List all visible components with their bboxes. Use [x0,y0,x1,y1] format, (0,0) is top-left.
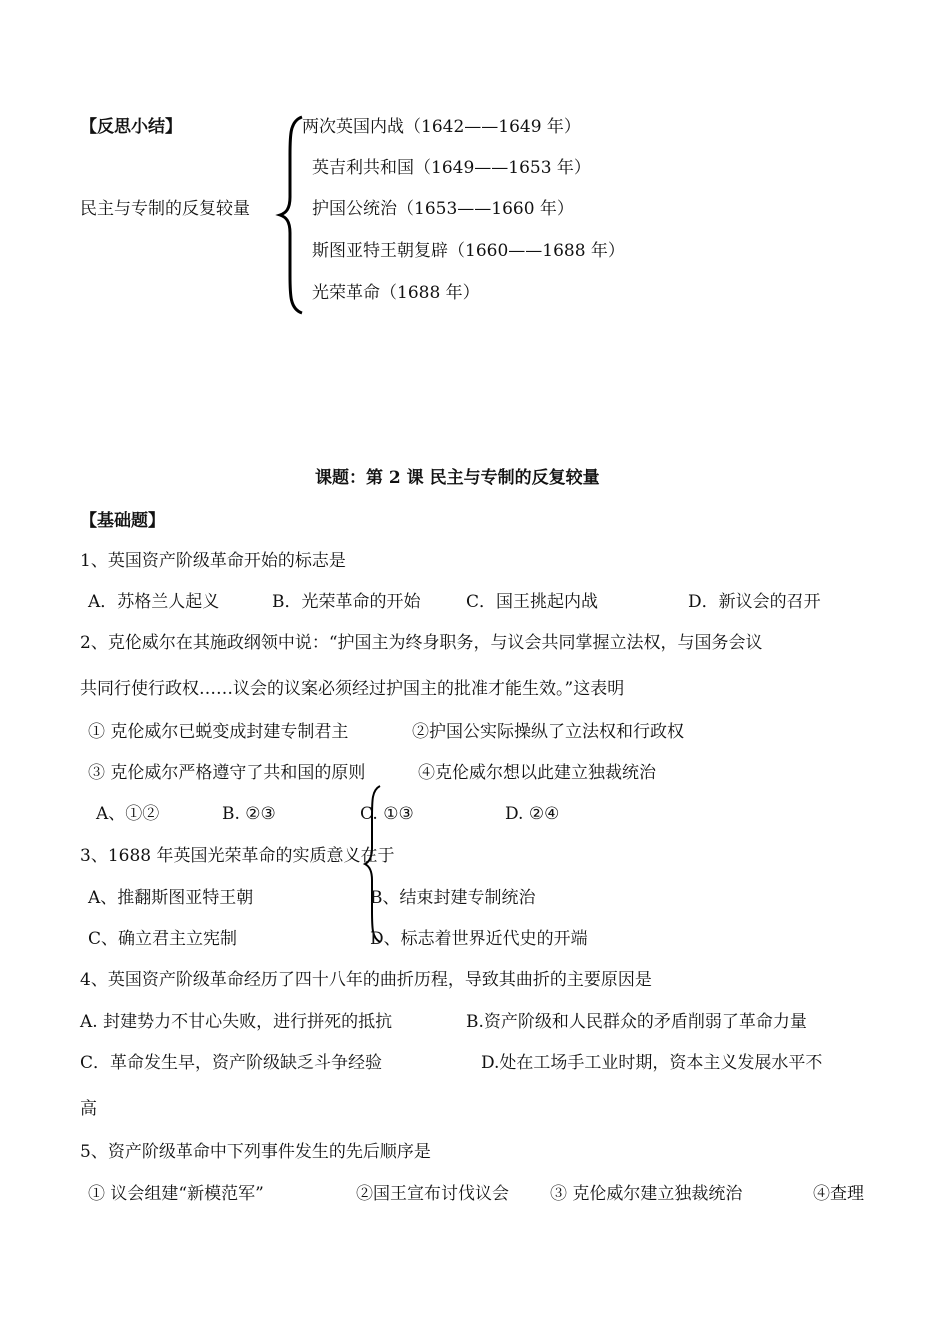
option-continuation: 高 [80,1099,97,1119]
summary-item: 两次英国内战（1642——1649 年） [302,117,581,137]
question-stem: 2、克伦威尔在其施政纲领中说：“护国主为终身职务，与议会共同掌握立法权，与国务会议 [80,633,763,653]
statement: ④查理 [813,1184,864,1204]
statement: ① 克伦威尔已蜕变成封建专制君主 [88,722,349,742]
option: C、确立君主立宪制 [88,929,238,949]
option: D. ②④ [505,804,560,824]
question-stem: 4、英国资产阶级革命经历了四十八年的曲折历程，导致其曲折的主要原因是 [80,970,652,990]
statement: ③ 克伦威尔建立独裁统治 [550,1184,743,1204]
lesson-title: 课题：第 2 课 民主与专制的反复较量 [315,468,600,488]
question-stem: 5、资产阶级革命中下列事件发生的先后顺序是 [80,1142,431,1162]
statement: ① 议会组建“新模范军” [88,1184,264,1204]
summary-item: 光荣革命（1688 年） [312,283,480,303]
statement: ②护国公实际操纵了立法权和行政权 [412,722,684,742]
summary-item: 护国公统治（1653——1660 年） [312,199,574,219]
question-stem: 1、英国资产阶级革命开始的标志是 [80,551,346,571]
option: C．革命发生早，资产阶级缺乏斗争经验 [80,1053,383,1073]
summary-topic: 民主与专制的反复较量 [80,199,250,219]
option: C. ①③ [360,804,414,824]
option: D．新议会的召开 [688,592,821,612]
curly-brace-icon [278,115,308,315]
option: A. 封建势力不甘心失败，进行拼死的抵抗 [80,1012,393,1032]
summary-item: 英吉利共和国（1649——1653 年） [312,158,591,178]
question-stem: 3、1688 年英国光荣革命的实质意义在于 [80,846,395,866]
option: D、标志着世界近代史的开端 [370,929,588,949]
option: C．国王挑起内战 [466,592,599,612]
section-heading: 【基础题】 [80,511,165,531]
option: A．苏格兰人起义 [88,592,220,612]
option: B.资产阶级和人民群众的矛盾削弱了革命力量 [466,1012,807,1032]
statement: ③ 克伦威尔严格遵守了共和国的原则 [88,763,366,783]
summary-heading: 【反思小结】 [80,117,182,137]
summary-item: 斯图亚特王朝复辟（1660——1688 年） [312,241,625,261]
option: B、结束封建专制统治 [370,888,536,908]
option: A、推翻斯图亚特王朝 [88,888,254,908]
question-stem: 共同行使行政权……议会的议案必须经过护国主的批准才能生效。”这表明 [80,679,625,699]
statement: ②国王宣布讨伐议会 [356,1184,509,1204]
option: A、①② [96,804,160,824]
statement: ④克伦威尔想以此建立独裁统治 [418,763,656,783]
option: D.处在工场手工业时期，资本主义发展水平不 [481,1053,823,1073]
option: B. ②③ [222,804,276,824]
option: B．光荣革命的开始 [272,592,421,612]
